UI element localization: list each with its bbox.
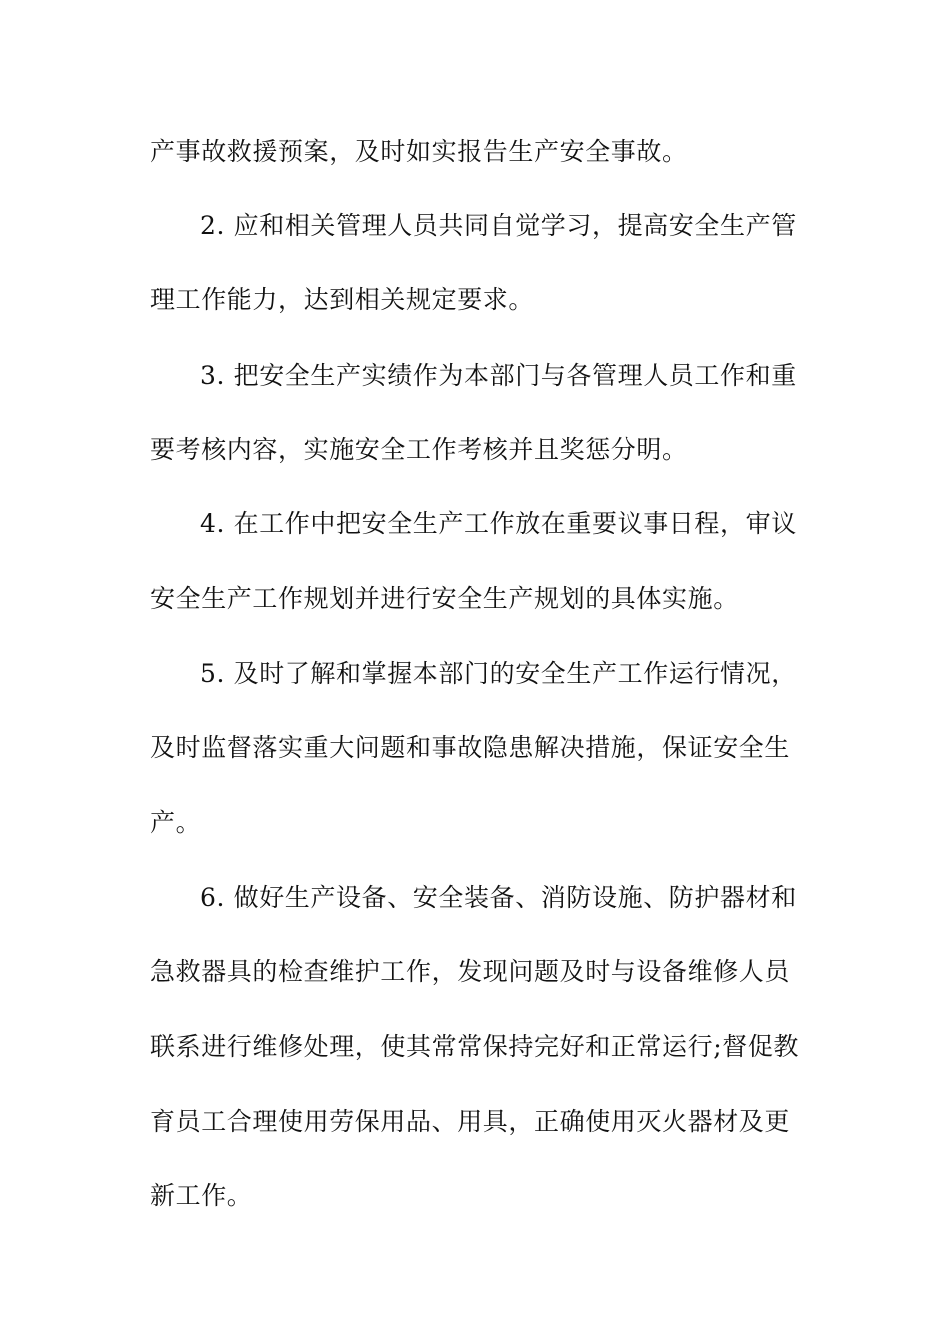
list-item-5-line-2: 及时监督落实重大问题和事故隐患解决措施，保证安全生 xyxy=(150,733,791,762)
list-item-2-line-2: 理工作能力，达到相关规定要求。 xyxy=(150,285,535,314)
list-item-4-line-2: 安全生产工作规划并进行安全生产规划的具体实施。 xyxy=(150,584,739,613)
list-item-6-line-1: 6. 做好生产设备、安全装备、消防设施、防护器材和 xyxy=(200,883,797,912)
list-item-3-line-1: 3. 把安全生产实绩作为本部门与各管理人员工作和重 xyxy=(200,361,797,390)
list-item-4-line-1: 4. 在工作中把安全生产工作放在重要议事日程，审议 xyxy=(200,509,797,538)
list-item-5-line-1: 5. 及时了解和掌握本部门的安全生产工作运行情况， xyxy=(200,659,797,688)
list-item-3-line-2: 要考核内容，实施安全工作考核并且奖惩分明。 xyxy=(150,435,688,464)
text-line: 产事故救援预案，及时如实报告生产安全事故。 xyxy=(150,137,688,166)
list-item-2-line-1: 2. 应和相关管理人员共同自觉学习，提高安全生产管 xyxy=(200,211,797,240)
list-item-6-line-5: 新工作。 xyxy=(150,1181,253,1210)
list-item-5-line-3: 产。 xyxy=(150,808,202,837)
list-item-6-line-4: 育员工合理使用劳保用品、用具，正确使用灭火器材及更 xyxy=(150,1107,791,1136)
list-item-6-line-2: 急救器具的检查维护工作，发现问题及时与设备维修人员 xyxy=(150,957,791,986)
list-item-6-line-3: 联系进行维修处理，使其常常保持完好和正常运行;督促教 xyxy=(150,1032,800,1061)
